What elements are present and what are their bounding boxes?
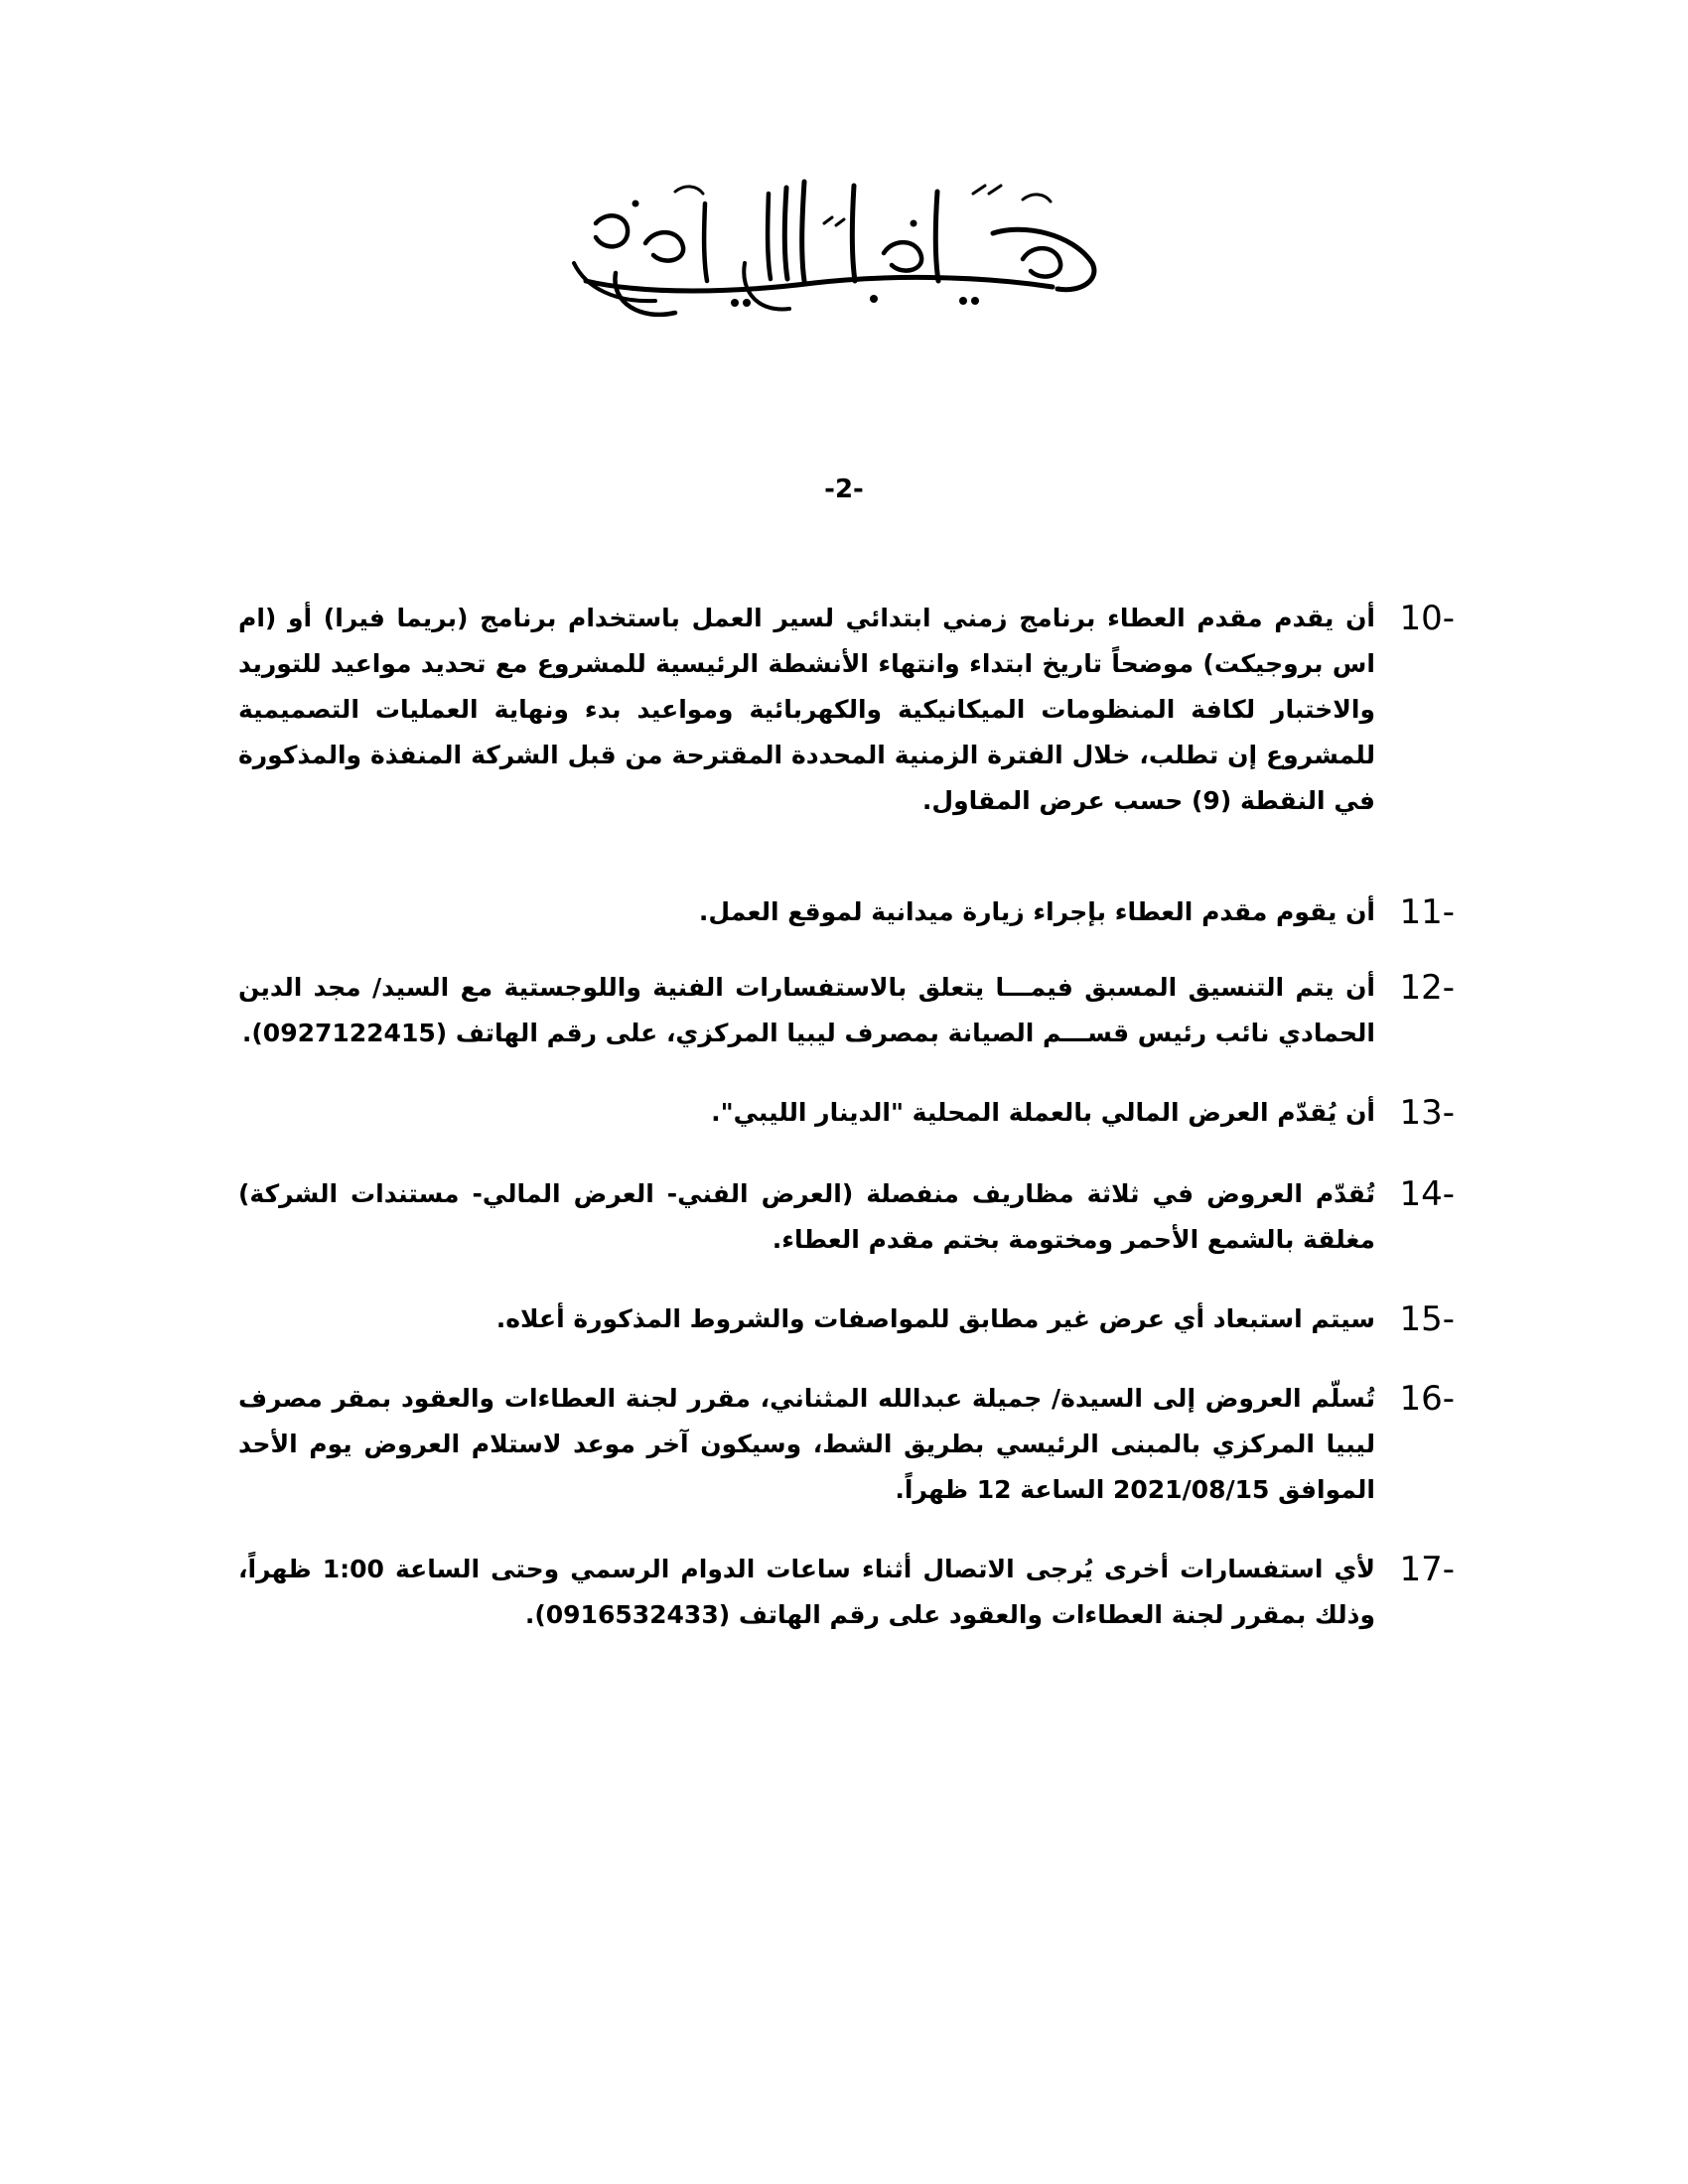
item-text: أن يُقدّم العرض المالي بالعملة المحلية "الدينار الليبي". (711, 1098, 1375, 1127)
item-number: 13- (1399, 1093, 1455, 1133)
item-number: 10- (1399, 599, 1455, 638)
item-number: 11- (1399, 892, 1455, 932)
list-item (238, 1547, 1455, 1638)
item-text: أن يقدم مقدم العطاء برنامج زمني ابتدائي لسير العمل باستخدام برنامج (بريما فيرا) أو (ام اس بروجيكت) موضحاً تاريخ ابتداء وانتهاء الأنشطة الرئيسية للمشروع مع تحديد مواعيد للتوريد والاختبار لكافة المنظومات الميكانيكية والكهربائية ومواعيد بدء ونهاية العمليات التصميمية للمشروع إن تطلب، خلال الفترة الزمنية المحددة المقترحة من قبل الشركة المنفذة والمذكورة في النقطة (9) حسب عرض المقاول. (238, 604, 1375, 815)
item-number: 15- (1399, 1299, 1455, 1339)
bank-calligraphy-logo (556, 164, 1112, 323)
list-item (238, 1090, 1455, 1136)
item-number: 16- (1399, 1379, 1455, 1419)
item-number: 14- (1399, 1174, 1455, 1214)
list-item (238, 1297, 1455, 1342)
item-number: 12- (1399, 968, 1455, 1008)
list-item (238, 1376, 1455, 1513)
page-number: -2- (824, 475, 864, 504)
item-text: لأي استفسارات أخرى يُرجى الاتصال أثناء ساعات الدوام الرسمي وحتى الساعة 1:00 ظهراً، وذلك بمقرر لجنة العطاءات والعقود على رقم الهاتف (0916532433). (238, 1555, 1376, 1629)
item-number: 17- (1399, 1550, 1455, 1589)
calligraphy-logo-icon (556, 164, 1112, 323)
item-text: تُقدّم العروض في ثلاثة مظاريف منفصلة (العرض الفني- العرض المالي- مستندات الشركة) مغلقة بالشمع الأحمر ومختومة بختم مقدم العطاء. (238, 1179, 1375, 1254)
list-item (238, 596, 1455, 824)
item-text: أن يتم التنسيق المسبق فيمـــا يتعلق بالاستفسارات الفنية واللوجستية مع السيد/ مجد الدين الحمادي نائب رئيس قســـم الصيانة بمصرف ليبيا المركزي، على رقم الهاتف (0927122415). (238, 973, 1375, 1047)
conditions-list (238, 596, 1455, 1638)
list-item (238, 1171, 1455, 1263)
list-item (238, 889, 1455, 935)
item-text: أن يقوم مقدم العطاء بإجراء زيارة ميدانية لموقع العمل. (698, 897, 1375, 926)
item-text: تُسلّم العروض إلى السيدة/ جميلة عبدالله المثناني، مقرر لجنة العطاءات والعقود بمقر مصرف ليبيا المركزي بالمبنى الرئيسي بطريق الشط، وسيكون آخر موعد لاستلام العروض يوم الأحد الموافق 2021/08/15 الساعة 12 ظهراً. (238, 1384, 1375, 1504)
item-text: سيتم استبعاد أي عرض غير مطابق للمواصفات والشروط المذكورة أعلاه. (495, 1304, 1375, 1333)
list-item (238, 965, 1455, 1056)
